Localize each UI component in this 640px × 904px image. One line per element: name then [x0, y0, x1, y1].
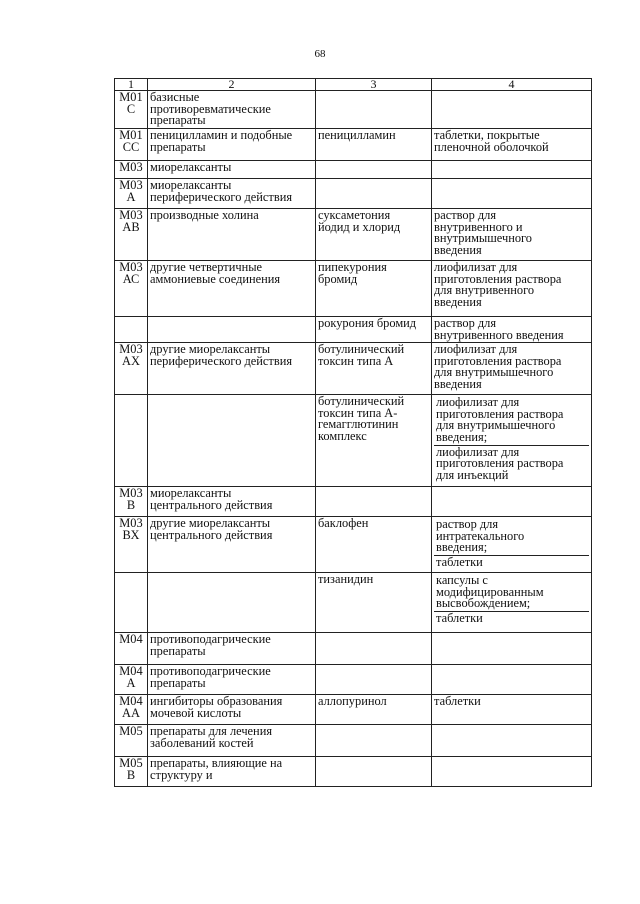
group-name-cell: базисные противоревматические препараты: [148, 91, 316, 129]
atc-code-cell: М03 В: [115, 487, 148, 517]
group-name-cell: [148, 573, 316, 633]
table-row: [115, 725, 592, 757]
drug-name-cell: суксаметония йодид и хлорид: [316, 209, 432, 261]
group-name-cell: миорелаксанты: [148, 161, 316, 179]
dosage-form-cell: [432, 487, 592, 517]
table-row: [115, 517, 592, 573]
atc-code-cell: [115, 317, 148, 343]
group-name-cell: [148, 317, 316, 343]
table-row: [115, 161, 592, 179]
header-row: [115, 79, 592, 91]
atc-code-cell: [115, 395, 148, 487]
table-row: [115, 129, 592, 161]
header-cell: 3: [316, 79, 432, 91]
dosage-form-item: раствор для интратекального введения;: [436, 517, 525, 555]
dosage-form-item: лиофилизат для приготовления раствора для инъекций: [434, 445, 589, 483]
dosage-form-item: таблетки: [434, 555, 589, 570]
atc-code-cell: М03 А: [115, 179, 148, 209]
atc-code-cell: М05: [115, 725, 148, 757]
drug-name-cell: [316, 179, 432, 209]
drug-name-cell: [316, 633, 432, 665]
atc-code-cell: М04 АА: [115, 695, 148, 725]
dosage-form-cell: [432, 725, 592, 757]
group-name-cell: ингибиторы образования мочевой кислоты: [148, 695, 316, 725]
drug-name-cell: [316, 757, 432, 787]
dosage-form-cell: [432, 633, 592, 665]
dosage-form-cell: [432, 395, 592, 487]
group-name-cell: [148, 395, 316, 487]
group-name-cell: другие миорелаксанты периферического действия: [148, 343, 316, 395]
dosage-form-cell: [432, 665, 592, 695]
atc-code-cell: М01 С: [115, 91, 148, 129]
group-name-cell: противоподагрические препараты: [148, 665, 316, 695]
drug-name-cell: [316, 665, 432, 695]
table-row: [115, 261, 592, 317]
dosage-form-item: лиофилизат для приготовления раствора для внутримышечного введения;: [436, 395, 564, 444]
drug-name-cell: тизанидин: [316, 573, 432, 633]
dosage-form-cell: [432, 161, 592, 179]
dosage-form-cell: [432, 757, 592, 787]
drug-table: [114, 78, 592, 787]
header-cell: 2: [148, 79, 316, 91]
drug-name-cell: ботулинический токсин типа А: [316, 343, 432, 395]
table-row: [115, 179, 592, 209]
atc-code-cell: М04 А: [115, 665, 148, 695]
dosage-form-cell: раствор для внутривенного и внутримышечного введения: [432, 209, 592, 261]
group-name-cell: другие миорелаксанты центрального действия: [148, 517, 316, 573]
group-name-cell: препараты для лечения заболеваний костей: [148, 725, 316, 757]
atc-code-cell: М01 СС: [115, 129, 148, 161]
table-row: [115, 757, 592, 787]
drug-name-cell: [316, 91, 432, 129]
drug-name-cell: ботулинический токсин типа А- гемагглютинин комплекс: [316, 395, 432, 487]
page-number: 68: [314, 48, 326, 60]
drug-name-cell: пеницилламин: [316, 129, 432, 161]
table-row: [115, 317, 592, 343]
dosage-form-cell: [432, 573, 592, 633]
drug-name-cell: [316, 487, 432, 517]
header-cell: 4: [432, 79, 592, 91]
atc-code-cell: М03: [115, 161, 148, 179]
dosage-form-item: таблетки: [434, 611, 589, 626]
atc-code-cell: М03 АХ: [115, 343, 148, 395]
table-row: [115, 487, 592, 517]
dosage-form-item: капсулы с модифицированным высвобождением;: [436, 573, 544, 611]
group-name-cell: миорелаксанты периферического действия: [148, 179, 316, 209]
table-row: [115, 695, 592, 725]
drug-name-cell: [316, 161, 432, 179]
table-row: [115, 573, 592, 633]
atc-code-cell: М03 ВХ: [115, 517, 148, 573]
group-name-cell: пеницилламин и подобные препараты: [148, 129, 316, 161]
group-name-cell: препараты, влияющие на структуру и: [148, 757, 316, 787]
dosage-form-cell: [432, 517, 592, 573]
table-row: [115, 633, 592, 665]
atc-code-cell: М03 АВ: [115, 209, 148, 261]
group-name-cell: производные холина: [148, 209, 316, 261]
atc-code-cell: М05 В: [115, 757, 148, 787]
drug-name-cell: аллопуринол: [316, 695, 432, 725]
dosage-form-cell: лиофилизат для приготовления раствора для внутримышечного введения: [432, 343, 592, 395]
group-name-cell: другие четвертичные аммониевые соединения: [148, 261, 316, 317]
drug-name-cell: [316, 725, 432, 757]
drug-name-cell: рокурония бромид: [316, 317, 432, 343]
dosage-form-cell: [432, 91, 592, 129]
group-name-cell: миорелаксанты центрального действия: [148, 487, 316, 517]
table-row: [115, 395, 592, 487]
atc-code-cell: [115, 573, 148, 633]
dosage-form-cell: [432, 179, 592, 209]
dosage-form-cell: раствор для внутривенного введения: [432, 317, 592, 343]
table-row: [115, 91, 592, 129]
dosage-form-cell: лиофилизат для приготовления раствора для внутривенного введения: [432, 261, 592, 317]
table-row: [115, 665, 592, 695]
table-row: [115, 343, 592, 395]
group-name-cell: противоподагрические препараты: [148, 633, 316, 665]
atc-code-cell: М04: [115, 633, 148, 665]
table-row: [115, 209, 592, 261]
dosage-form-cell: таблетки: [432, 695, 592, 725]
atc-code-cell: М03 АС: [115, 261, 148, 317]
header-cell: 1: [115, 79, 148, 91]
drug-name-cell: пипекурония бромид: [316, 261, 432, 317]
dosage-form-cell: таблетки, покрытые пленочной оболочкой: [432, 129, 592, 161]
drug-name-cell: баклофен: [316, 517, 432, 573]
